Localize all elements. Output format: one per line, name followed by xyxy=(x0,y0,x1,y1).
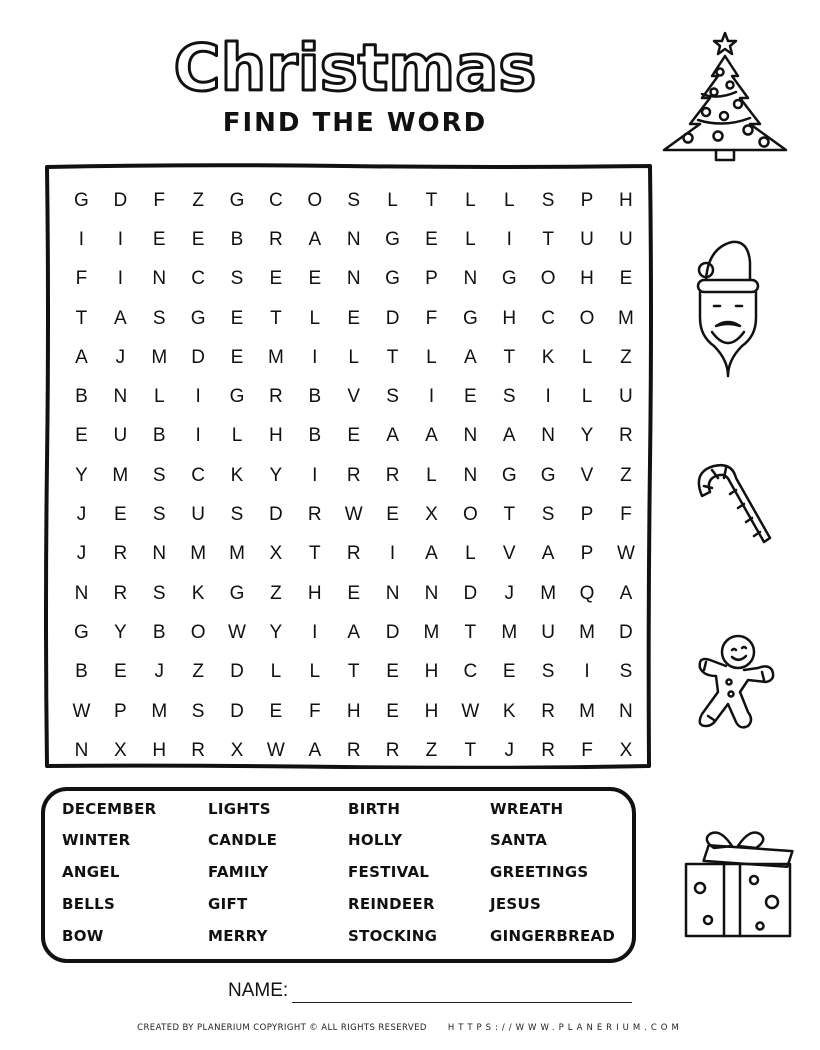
grid-cell[interactable]: F xyxy=(308,700,321,722)
grid-cell[interactable]: I xyxy=(428,386,435,408)
grid-cell[interactable]: O xyxy=(307,189,323,211)
grid-cell[interactable]: L xyxy=(465,543,476,565)
grid-cell[interactable]: E xyxy=(152,228,166,250)
footer xyxy=(0,1023,820,1033)
grid-cell[interactable]: F xyxy=(75,268,88,290)
grid-cell[interactable]: P xyxy=(113,700,127,722)
grid-cell[interactable]: A xyxy=(502,425,516,447)
grid-cell[interactable]: D xyxy=(230,661,244,683)
grid-cell[interactable]: H xyxy=(152,739,167,761)
footer-credit: CREATED BY PLANERIUM COPYRIGHT © ALL RIGHTS RESERVED xyxy=(137,1023,427,1033)
grid-cell[interactable]: L xyxy=(348,346,359,368)
grid-cell[interactable]: I xyxy=(117,268,123,290)
christmas-tree-icon xyxy=(658,30,793,165)
grid-cell[interactable]: S xyxy=(230,268,244,290)
grid-cell[interactable]: I xyxy=(312,621,318,643)
grid-cell[interactable]: E xyxy=(75,425,88,447)
grid-cell[interactable]: R xyxy=(269,386,283,408)
grid-cell[interactable]: U xyxy=(580,228,594,250)
grid-cell[interactable]: T xyxy=(464,621,477,643)
grid-cell[interactable]: C xyxy=(191,464,205,486)
grid-cell[interactable]: P xyxy=(580,543,594,565)
grid-cell[interactable]: D xyxy=(230,700,244,722)
grid-cell[interactable]: N xyxy=(74,739,89,761)
grid-cell[interactable]: Y xyxy=(75,464,88,486)
grid-cell[interactable]: A xyxy=(425,425,438,447)
candy-cane-icon xyxy=(690,460,775,545)
word-list-item: BELLS xyxy=(62,895,116,913)
word-list xyxy=(40,786,637,964)
grid-cell[interactable]: E xyxy=(425,228,438,250)
grid-cell[interactable]: G xyxy=(385,228,400,250)
word-list-item: SANTA xyxy=(490,831,548,849)
word-list-item: FESTIVAL xyxy=(348,863,430,881)
grid-cell[interactable]: E xyxy=(502,661,516,683)
grid-cell[interactable]: K xyxy=(502,700,516,722)
grid-cell[interactable]: I xyxy=(117,228,123,250)
footer-url: HTTPS://WWW.PLANERIUM.COM xyxy=(447,1023,683,1033)
grid-cell[interactable]: N xyxy=(463,464,478,486)
grid-cell[interactable]: M xyxy=(423,621,440,643)
grid-cell[interactable]: E xyxy=(386,700,399,722)
grid-cell[interactable]: I xyxy=(78,228,85,250)
grid-cell[interactable]: E xyxy=(230,307,244,329)
grid-cell[interactable]: E xyxy=(464,386,477,408)
grid-cell[interactable]: R xyxy=(346,464,361,486)
grid-cell[interactable]: O xyxy=(462,504,478,526)
grid-cell[interactable]: J xyxy=(76,543,87,565)
grid-cell[interactable]: H xyxy=(619,189,633,211)
grid-cell[interactable]: K xyxy=(230,464,244,486)
grid-cell[interactable]: L xyxy=(153,386,165,408)
grid-cell[interactable]: A xyxy=(386,425,399,447)
grid-cell[interactable]: P xyxy=(425,268,438,290)
grid-cell[interactable]: B xyxy=(75,661,88,683)
grid-cell[interactable]: N xyxy=(541,425,555,447)
grid-cell[interactable]: L xyxy=(581,346,593,368)
grid-cell[interactable]: B xyxy=(152,425,166,447)
word-list-item: STOCKING xyxy=(348,927,438,945)
grid-cell[interactable]: R xyxy=(191,739,205,761)
grid-cell[interactable]: W xyxy=(266,739,285,761)
grid-cell[interactable]: A xyxy=(619,582,633,604)
grid-cell[interactable]: F xyxy=(620,504,632,526)
grid-cell[interactable]: M xyxy=(151,346,168,368)
grid-cell[interactable]: M xyxy=(540,582,557,604)
grid-cell[interactable]: Y xyxy=(113,621,127,643)
grid-cell[interactable]: B xyxy=(75,386,88,408)
word-list-item: FAMILY xyxy=(208,863,269,881)
grid-cell[interactable]: J xyxy=(504,582,514,604)
grid-cell[interactable]: Z xyxy=(270,582,282,604)
letter-grid xyxy=(62,181,645,770)
grid-cell[interactable]: H xyxy=(424,700,439,722)
word-list-item: REINDEER xyxy=(348,895,435,913)
grid-cell[interactable]: R xyxy=(541,739,555,761)
grid-cell[interactable]: G xyxy=(229,386,245,408)
grid-cell[interactable]: E xyxy=(347,582,361,604)
grid-cell[interactable]: R xyxy=(346,543,361,565)
grid-cell[interactable]: I xyxy=(312,346,318,368)
word-list-item: ANGEL xyxy=(62,863,120,881)
grid-cell[interactable]: L xyxy=(387,189,398,211)
grid-cell[interactable]: D xyxy=(463,582,478,604)
grid-cell[interactable]: G xyxy=(501,268,517,290)
grid-cell[interactable]: A xyxy=(425,543,438,565)
grid-cell[interactable]: P xyxy=(580,189,594,211)
grid-cell[interactable]: A xyxy=(75,346,88,368)
grid-cell[interactable]: L xyxy=(581,386,593,408)
gift-box-icon xyxy=(680,826,800,941)
grid-cell[interactable]: T xyxy=(308,543,321,565)
grid-cell[interactable]: R xyxy=(619,425,633,447)
grid-cell[interactable]: R xyxy=(307,504,322,526)
grid-cell[interactable]: W xyxy=(344,504,363,526)
grid-cell[interactable]: X xyxy=(425,504,438,526)
grid-cell[interactable]: X xyxy=(619,739,633,761)
grid-cell[interactable]: Y xyxy=(269,621,283,643)
grid-cell[interactable]: L xyxy=(231,425,243,447)
subtitle: FIND THE WORD xyxy=(222,108,488,138)
grid-cell[interactable]: A xyxy=(308,228,322,250)
grid-cell[interactable]: S xyxy=(230,504,244,526)
grid-cell[interactable]: U xyxy=(541,621,555,643)
word-list-item: MERRY xyxy=(208,927,268,945)
grid-cell[interactable]: H xyxy=(502,307,517,329)
grid-cell[interactable]: R xyxy=(541,700,555,722)
grid-cell[interactable]: S xyxy=(541,189,555,211)
grid-cell[interactable]: W xyxy=(228,621,246,643)
grid-cell[interactable]: G xyxy=(540,464,556,486)
grid-cell[interactable]: B xyxy=(308,386,322,408)
word-list-item: GINGERBREAD xyxy=(490,927,616,945)
grid-cell[interactable]: N xyxy=(152,268,167,290)
grid-cell[interactable]: K xyxy=(541,346,555,368)
grid-cell[interactable]: G xyxy=(74,621,89,643)
grid-cell[interactable]: I xyxy=(584,661,590,683)
grid-cell[interactable]: B xyxy=(308,425,322,447)
grid-cell[interactable]: F xyxy=(581,739,593,761)
grid-cell[interactable]: T xyxy=(464,739,477,761)
grid-cell[interactable]: G xyxy=(501,464,517,486)
word-list-item: LIGHTS xyxy=(208,800,271,818)
grid-cell[interactable]: H xyxy=(346,700,361,722)
grid-cell[interactable]: X xyxy=(269,543,283,565)
grid-cell[interactable]: C xyxy=(269,189,283,211)
grid-cell[interactable]: I xyxy=(506,228,512,250)
word-list-item: BIRTH xyxy=(348,800,401,818)
grid-cell[interactable]: W xyxy=(72,700,91,722)
grid-cell[interactable]: U xyxy=(113,425,128,447)
grid-cell[interactable]: W xyxy=(616,543,635,565)
grid-cell[interactable]: J xyxy=(504,739,514,761)
grid-cell[interactable]: L xyxy=(465,189,476,211)
grid-cell[interactable]: L xyxy=(426,464,437,486)
grid-cell[interactable]: L xyxy=(270,661,282,683)
grid-cell[interactable]: L xyxy=(309,661,321,683)
grid-cell[interactable]: Z xyxy=(192,189,204,211)
grid-cell[interactable]: J xyxy=(154,661,164,683)
grid-cell[interactable]: N xyxy=(74,582,89,604)
grid-cell[interactable]: M xyxy=(501,621,518,643)
grid-cell[interactable]: D xyxy=(113,189,128,211)
grid-cell[interactable]: U xyxy=(619,386,633,408)
word-list-item: JESUS xyxy=(490,895,542,913)
word-list-item: GREETINGS xyxy=(490,863,589,881)
grid-cell[interactable]: T xyxy=(503,504,516,526)
grid-cell[interactable]: N xyxy=(152,543,167,565)
grid-cell[interactable]: D xyxy=(385,307,400,329)
grid-cell[interactable]: Z xyxy=(425,739,438,761)
grid-cell[interactable]: H xyxy=(269,425,283,447)
grid-cell[interactable]: U xyxy=(191,504,205,526)
grid-cell[interactable]: N xyxy=(113,386,128,408)
grid-cell[interactable]: M xyxy=(579,700,595,722)
grid-cell[interactable]: K xyxy=(191,582,205,604)
grid-cell[interactable]: V xyxy=(580,464,594,486)
grid-cell[interactable]: J xyxy=(76,504,87,526)
grid-cell[interactable]: L xyxy=(426,346,437,368)
grid-cell[interactable]: P xyxy=(580,504,594,526)
grid-cell[interactable]: X xyxy=(113,739,127,761)
grid-cell[interactable]: S xyxy=(347,189,361,211)
grid-cell[interactable]: N xyxy=(346,228,361,250)
grid-cell[interactable]: V xyxy=(347,386,361,408)
word-list-item: BOW xyxy=(62,927,104,945)
grid-cell[interactable]: Z xyxy=(620,346,632,368)
grid-cell[interactable]: F xyxy=(153,189,166,211)
grid-cell[interactable]: N xyxy=(463,425,478,447)
grid-cell[interactable]: I xyxy=(389,543,396,565)
word-search-grid xyxy=(44,163,653,769)
grid-cell[interactable]: E xyxy=(386,504,399,526)
grid-cell[interactable]: R xyxy=(113,582,128,604)
name-label: NAME: xyxy=(228,980,289,1001)
grid-cell[interactable]: S xyxy=(152,504,166,526)
grid-cell[interactable]: R xyxy=(113,543,128,565)
grid-cell[interactable]: R xyxy=(385,739,400,761)
title-text: Christmas xyxy=(173,32,537,105)
grid-cell[interactable]: R xyxy=(385,464,400,486)
grid-cell[interactable]: J xyxy=(115,346,126,368)
grid-cell[interactable]: G xyxy=(74,189,89,211)
grid-cell[interactable]: E xyxy=(230,346,244,368)
grid-cell[interactable]: L xyxy=(309,307,321,329)
grid-cell[interactable]: S xyxy=(152,464,166,486)
word-list-item: WINTER xyxy=(62,831,131,849)
grid-cell[interactable]: F xyxy=(425,307,438,329)
santa-icon xyxy=(688,234,768,379)
grid-cell[interactable]: A xyxy=(541,543,555,565)
grid-cell[interactable]: D xyxy=(269,504,283,526)
grid-cell[interactable]: D xyxy=(191,346,205,368)
grid-cell[interactable]: D xyxy=(385,621,400,643)
grid-cell[interactable]: M xyxy=(579,621,595,643)
word-list-item: WREATH xyxy=(490,800,564,818)
grid-cell[interactable]: U xyxy=(619,228,633,250)
grid-cell[interactable]: M xyxy=(267,346,284,368)
grid-cell[interactable]: N xyxy=(619,700,633,722)
grid-cell[interactable]: Z xyxy=(620,464,632,486)
grid-cell[interactable]: S xyxy=(541,661,555,683)
grid-cell[interactable]: Z xyxy=(192,661,204,683)
grid-cell[interactable]: O xyxy=(190,621,206,643)
grid-cell[interactable]: M xyxy=(151,700,168,722)
grid-cell[interactable]: H xyxy=(424,661,439,683)
grid-cell[interactable]: Y xyxy=(580,425,594,447)
grid-cell[interactable]: S xyxy=(386,386,399,408)
grid-cell[interactable]: T xyxy=(386,346,399,368)
grid-cell[interactable]: S xyxy=(541,504,555,526)
grid-cell[interactable]: E xyxy=(269,268,283,290)
grid-cell[interactable]: R xyxy=(346,739,361,761)
grid-cell[interactable]: N xyxy=(424,582,439,604)
grid-cell[interactable]: E xyxy=(347,425,361,447)
word-list-item: HOLLY xyxy=(348,831,403,849)
grid-cell[interactable]: T xyxy=(542,228,554,250)
grid-cell[interactable]: A xyxy=(464,346,477,368)
grid-cell[interactable]: G xyxy=(385,268,400,290)
grid-cell[interactable]: X xyxy=(230,739,244,761)
word-list-item: CANDLE xyxy=(208,831,278,849)
grid-cell[interactable]: G xyxy=(229,582,245,604)
grid-cell[interactable]: I xyxy=(195,425,201,447)
grid-cell[interactable]: C xyxy=(463,661,478,683)
grid-cell[interactable]: D xyxy=(619,621,633,643)
grid-cell[interactable]: C xyxy=(541,307,555,329)
grid-cell[interactable]: E xyxy=(113,661,127,683)
grid-cell[interactable]: T xyxy=(503,346,516,368)
grid-cell[interactable]: I xyxy=(545,386,551,408)
grid-cell[interactable]: E xyxy=(191,228,205,250)
grid-cell[interactable]: T xyxy=(270,307,282,329)
grid-cell[interactable]: E xyxy=(269,700,283,722)
grid-cell[interactable]: L xyxy=(465,228,476,250)
word-list-item: GIFT xyxy=(208,895,248,913)
grid-cell[interactable]: G xyxy=(190,307,206,329)
grid-cell[interactable]: N xyxy=(385,582,400,604)
grid-cell[interactable]: I xyxy=(312,464,318,486)
grid-cell[interactable]: E xyxy=(308,268,322,290)
grid-cell[interactable]: H xyxy=(580,268,594,290)
grid-cell[interactable]: G xyxy=(462,307,478,329)
gingerbread-man-icon xyxy=(682,630,777,745)
grid-cell[interactable]: L xyxy=(503,189,515,211)
grid-cell[interactable]: I xyxy=(195,386,201,408)
grid-cell[interactable]: E xyxy=(113,504,127,526)
grid-cell[interactable]: A xyxy=(113,307,127,329)
grid-cell[interactable]: M xyxy=(190,543,207,565)
grid-cell[interactable]: V xyxy=(502,543,516,565)
grid-cell[interactable]: A xyxy=(347,621,361,643)
grid-cell[interactable]: T xyxy=(75,307,88,329)
grid-cell[interactable]: T xyxy=(425,189,438,211)
grid-cell[interactable]: S xyxy=(502,386,516,408)
grid-cell[interactable]: G xyxy=(229,189,245,211)
name-line[interactable] xyxy=(292,1002,632,1003)
grid-cell[interactable]: C xyxy=(191,268,205,290)
grid-cell[interactable]: E xyxy=(386,661,399,683)
grid-cell[interactable]: M xyxy=(112,464,129,486)
grid-cell[interactable]: Q xyxy=(579,582,595,604)
grid-cell[interactable]: S xyxy=(152,307,166,329)
grid-cell[interactable]: B xyxy=(152,621,166,643)
grid-cell[interactable]: S xyxy=(191,700,205,722)
word-list-item: DECEMBER xyxy=(62,800,157,818)
grid-cell[interactable]: M xyxy=(229,543,245,565)
grid-cell[interactable]: S xyxy=(619,661,633,683)
grid-cell[interactable]: Y xyxy=(269,464,283,486)
grid-cell[interactable]: R xyxy=(269,228,283,250)
page-title xyxy=(120,30,590,105)
grid-cell[interactable]: H xyxy=(307,582,322,604)
grid-cell[interactable]: S xyxy=(152,582,166,604)
grid-cell[interactable]: M xyxy=(618,307,634,329)
grid-cell[interactable]: N xyxy=(346,268,361,290)
grid-cell[interactable]: E xyxy=(347,307,361,329)
grid-cell[interactable]: E xyxy=(619,268,633,290)
grid-cell[interactable]: A xyxy=(308,739,322,761)
grid-cell[interactable]: W xyxy=(461,700,480,722)
grid-cell[interactable]: B xyxy=(230,228,244,250)
grid-cell[interactable]: O xyxy=(579,307,595,329)
grid-cell[interactable]: N xyxy=(463,268,478,290)
grid-cell[interactable]: T xyxy=(347,661,360,683)
grid-cell[interactable]: O xyxy=(540,268,556,290)
